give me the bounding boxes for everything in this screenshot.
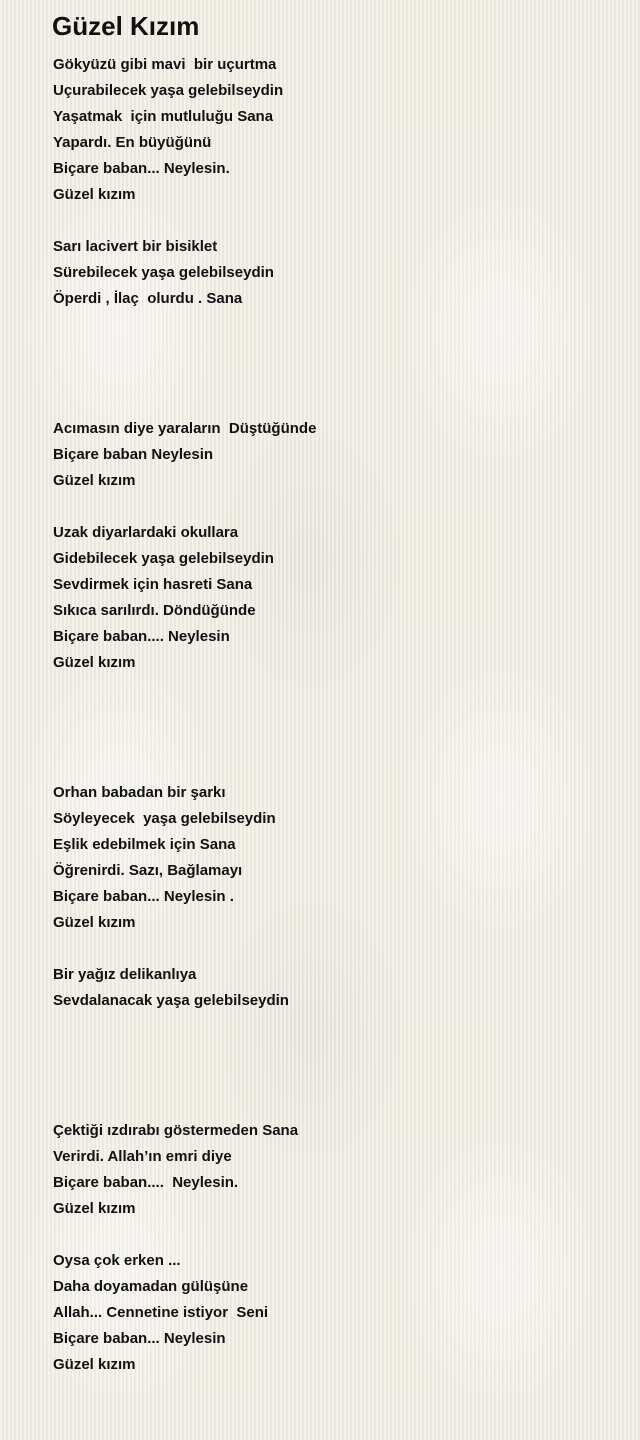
stanza-5 — [53, 780, 613, 936]
poem-line: Sevdirmek için hasreti Sana — [53, 576, 253, 593]
poem-line: Yapardı. En büyüğünü — [53, 134, 212, 151]
poem-line: Biçare baban.... Neylesin. — [53, 1174, 239, 1191]
poem-line: Daha doyamadan gülüşüne — [53, 1278, 249, 1295]
poem-line: Söyleyecek yaşa gelebilseydin — [53, 810, 276, 827]
stanza-7 — [53, 1118, 613, 1222]
stanza-spacer — [53, 936, 613, 962]
poem-line: Güzel kızım — [53, 1200, 136, 1217]
stanza-4 — [53, 520, 613, 676]
poem-line: Gökyüzü gibi mavi bir uçurtma — [53, 56, 277, 73]
poem-line: Gidebilecek yaşa gelebilseydin — [53, 550, 274, 567]
poem-line: Sevdalanacak yaşa gelebilseydin — [53, 992, 289, 1009]
poem-line: Güzel kızım — [53, 654, 136, 671]
stanza-spacer — [53, 312, 613, 416]
poem-line: Uçurabilecek yaşa gelebilseydin — [53, 82, 284, 99]
poem-line: Allah... Cennetine istiyor Seni — [53, 1304, 269, 1321]
poem-line: Sıkıca sarılırdı. Döndüğünde — [53, 602, 256, 619]
poem-title: Güzel Kızım — [52, 11, 200, 41]
poem-line: Eşlik edebilmek için Sana — [53, 836, 236, 853]
stanza-spacer — [53, 676, 613, 780]
poem-line: Biçare baban... Neylesin . — [53, 888, 234, 905]
poem-line: Orhan babadan bir şarkı — [53, 784, 226, 801]
stanza-spacer — [53, 208, 613, 234]
stanza-8 — [53, 1248, 613, 1378]
stanza-spacer — [53, 1014, 613, 1118]
poem-line: Verirdi. Allah’ın emri diye — [53, 1148, 232, 1165]
poem-line: Biçare baban... Neylesin. — [53, 160, 230, 177]
stanza-2 — [53, 234, 613, 312]
stanza-spacer — [53, 494, 613, 520]
stanza-3 — [53, 416, 613, 494]
poem-line: Bir yağız delikanlıya — [53, 966, 197, 983]
stanza-spacer — [53, 1222, 613, 1248]
stanza-6 — [53, 962, 613, 1014]
poem-line: Öğrenirdi. Sazı, Bağlamayı — [53, 862, 243, 879]
poem-line: Yaşatmak için mutluluğu Sana — [53, 108, 274, 125]
poem-line: Acımasın diye yaraların Düştüğünde — [53, 420, 317, 437]
poem-line: Biçare baban Neylesin — [53, 446, 214, 463]
poem-line: Biçare baban.... Neylesin — [53, 628, 230, 645]
poem-line: Güzel kızım — [53, 472, 136, 489]
poem-line: Öperdi , İlaç olurdu . Sana — [53, 290, 243, 307]
poem-line: Güzel kızım — [53, 1356, 136, 1373]
poem-line: Güzel kızım — [53, 186, 136, 203]
poem-body — [53, 52, 613, 1378]
poem-line: Uzak diyarlardaki okullara — [53, 524, 239, 541]
poem-line: Güzel kızım — [53, 914, 136, 931]
poem-line: Biçare baban... Neylesin — [53, 1330, 226, 1347]
poem-line: Sarı lacivert bir bisiklet — [53, 238, 218, 255]
poem-line: Oysa çok erken ... — [53, 1252, 181, 1269]
stanza-1 — [53, 52, 613, 208]
poem-line: Sürebilecek yaşa gelebilseydin — [53, 264, 274, 281]
poem-line: Çektiği ızdırabı göstermeden Sana — [53, 1122, 299, 1139]
